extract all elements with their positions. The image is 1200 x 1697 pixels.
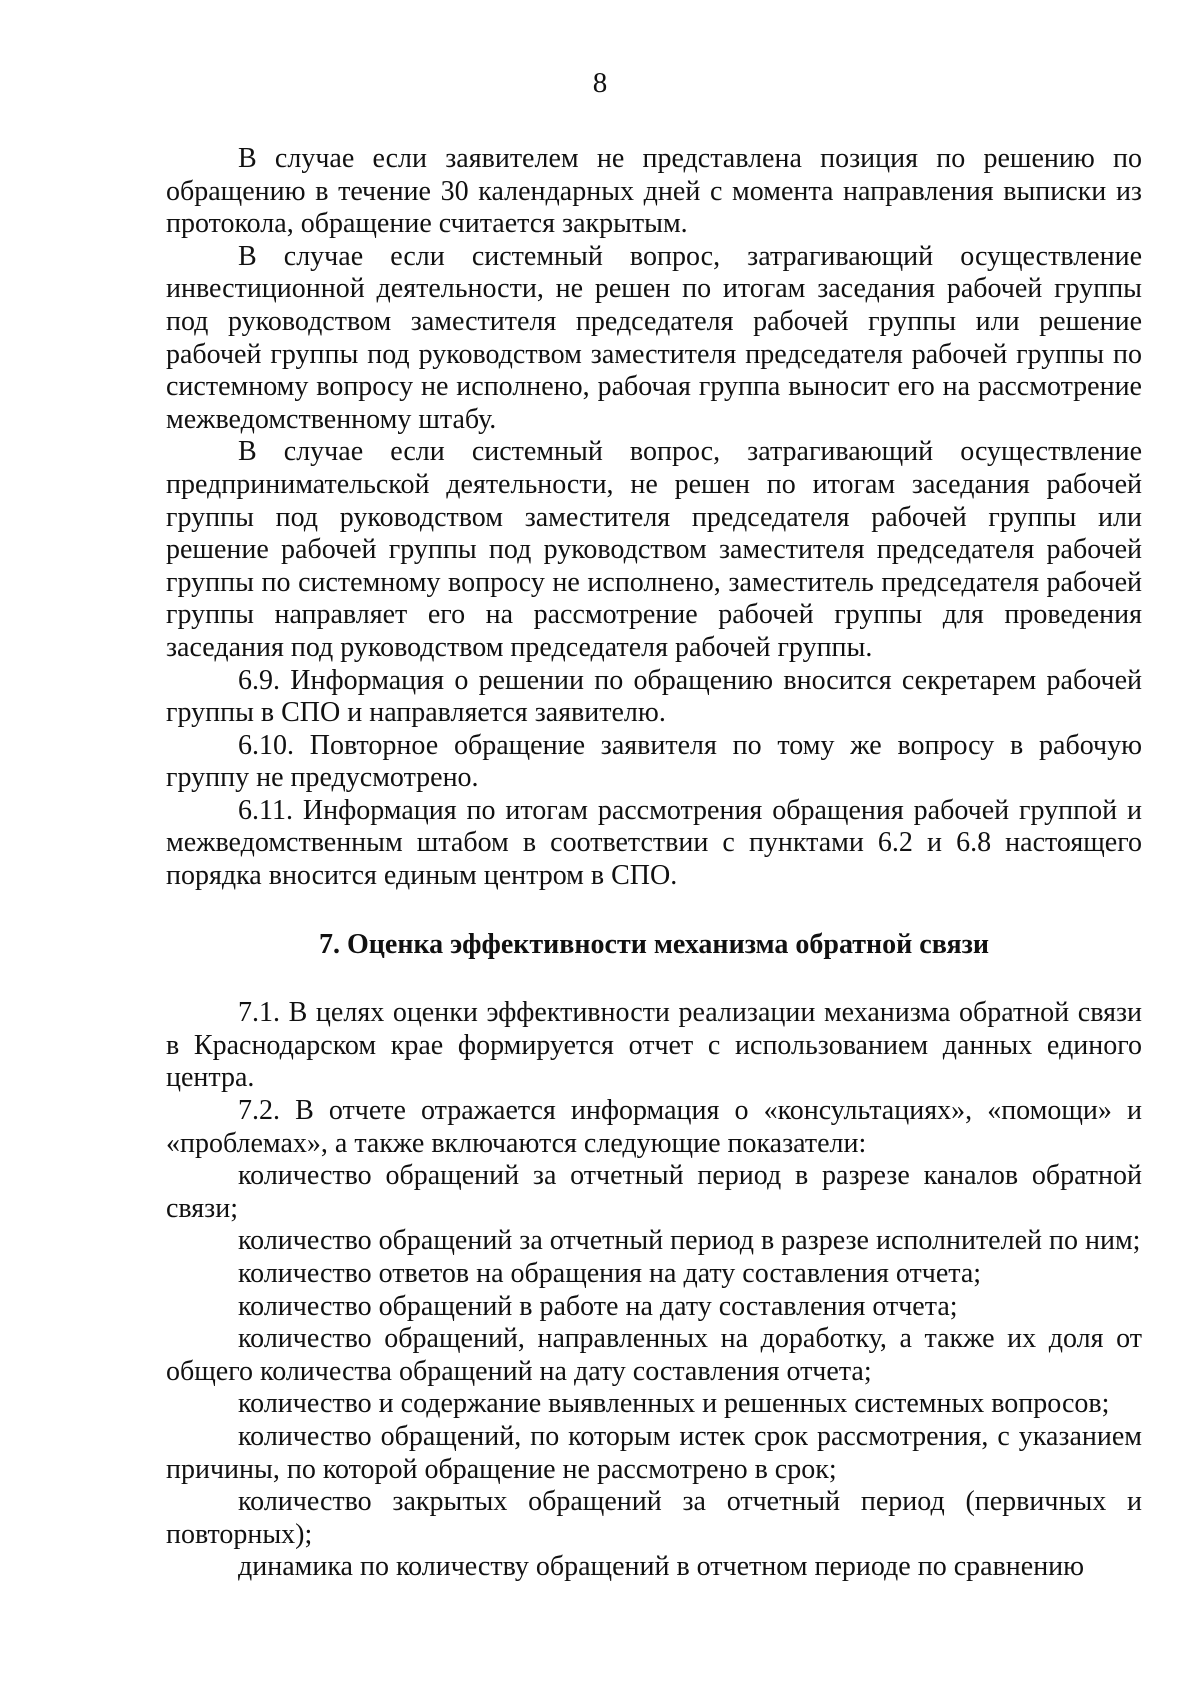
list-item: количество и содержание выявленных и решенных системных вопросов; <box>238 1388 1110 1420</box>
document-body <box>166 143 1142 1584</box>
paragraph: В случае если заявителем не представлена позиция по решению по обращению в течение 30 календарных дней с момента направления выписки из протокола, обращение считается закрытым. <box>166 143 1142 240</box>
paragraph-6-10: 6.10. Повторное обращение заявителя по тому же вопросу в рабочую группу не предусмотрено. <box>166 729 1142 794</box>
paragraph-6-9: 6.9. Информация о решении по обращению вносится секретарем рабочей группы в СПО и направляется заявителю. <box>166 664 1142 729</box>
paragraph-7-1: 7.1. В целях оценки эффективности реализации механизма обратной связи в Краснодарском крае формируется отчет с использованием данных единого центра. <box>166 997 1142 1094</box>
section-heading: 7. Оценка эффективности механизма обратной связи <box>318 928 990 960</box>
list-item: количество обращений, по которым истек срок рассмотрения, с указанием причины, по которой обращение не рассмотрено в срок; <box>166 1420 1142 1485</box>
list-item: количество ответов на обращения на дату составления отчета; <box>238 1258 982 1289</box>
list-item: количество обращений за отчетный период в разрезе каналов обратной связи; <box>166 1160 1142 1224</box>
list-item: количество обращений за отчетный период в разрезе исполнителей по ним; <box>238 1225 1141 1257</box>
list-item: динамика по количеству обращений в отчетном периоде по сравнению <box>238 1551 1085 1583</box>
paragraph: В случае если системный вопрос, затрагивающий осуществление предпринимательской деятельности, не решен по итогам заседания рабочей группы под руководством заместителя председателя рабочей группы или решение рабочей группы под руководством заместителя председателя рабочей группы по системному вопросу не исполнено, заместитель председателя рабочей группы направляет его на рассмотрение рабочей группы для проведения заседания под руководством председателя рабочей группы. <box>166 436 1142 663</box>
page-number: 8 <box>592 67 608 99</box>
list-item: количество обращений, направленных на доработку, а также их доля от общего количества обращений на дату составления отчета; <box>166 1323 1142 1387</box>
list-item: количество закрытых обращений за отчетный период (первичных и повторных); <box>166 1486 1142 1550</box>
paragraph-7-2: 7.2. В отчете отражается информация о «консультациях», «помощи» и «проблемах», а также включаются следующие показатели: <box>166 1095 1142 1159</box>
paragraph: В случае если системный вопрос, затрагивающий осуществление инвестиционной деятельности, не решен по итогам заседания рабочей группы под руководством заместителя председателя рабочей группы или решение рабочей группы под руководством заместителя председателя рабочей группы по системному вопросу не исполнено, рабочая группа выносит его на рассмотрение межведомственному штабу. <box>166 240 1142 435</box>
paragraph-6-11: 6.11. Информация по итогам рассмотрения обращения рабочей группой и межведомственным штабом в соответствии с пунктами 6.2 и 6.8 настоящего порядка вносится единым центром в СПО. <box>166 794 1142 892</box>
list-item: количество обращений в работе на дату составления отчета; <box>238 1290 958 1322</box>
